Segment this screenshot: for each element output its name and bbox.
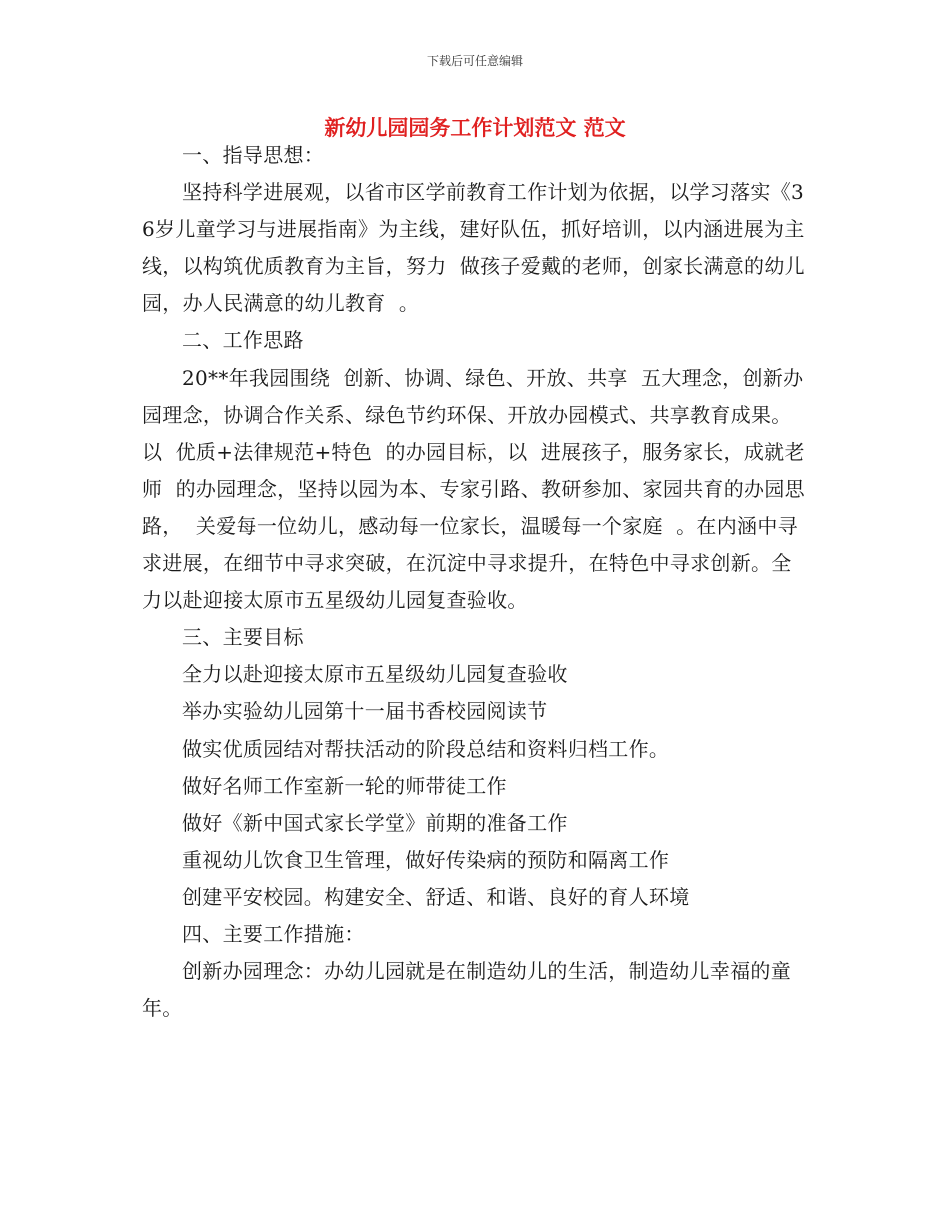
goal-item: 重视幼儿饮食卫生管理，做好传染病的预防和隔离工作 [182, 847, 670, 872]
header-note: 下载后可任意编辑 [426, 54, 523, 68]
goal-item: 做好《新中国式家长学堂》前期的准备工作 [182, 810, 568, 835]
goal-item: 做实优质园结对帮扶活动的阶段总结和资料归档工作。 [182, 736, 670, 761]
document-title: 新幼儿园园务工作计划范文 范文 [324, 115, 626, 140]
section-heading-main-measures: 四、主要工作措施： [182, 921, 365, 946]
goal-item: 创建平安校园。构建安全、舒适、和谐、良好的育人环境 [182, 884, 690, 909]
section-heading-guiding-ideology: 一、指导思想： [182, 143, 325, 167]
goal-item: 举办实验幼儿园第十一届书香校园阅读节 [182, 699, 548, 724]
goal-item: 全力以赴迎接太原市五星级幼儿园复查验收 [182, 662, 568, 687]
paragraph-guiding-ideology: 坚持科学进展观，以省市区学前教育工作计划为依据，以学习落实《3 6岁儿童学习与进展指南》为主线，建好队伍，抓好培训，以内涵进展为主线，以构筑优质教育为主旨，努力 做孩子爱戴的老师，创家长满意的幼儿园，办人民满意的幼儿教育 。 [142, 180, 811, 316]
section-heading-work-ideas: 二、工作思路 [182, 328, 304, 353]
paragraph-work-ideas: 20**年我园围绕 创新、协调、绿色、开放、共享 五大理念，创新办园理念，协调合作关系、绿色节约环保、开放办园模式、共享教育成果。以 优质+法律规范+特色 的办园目标，以 进展孩子，服务家长，成就老师 的办园理念，坚持以园为本、专家引路、教研参加、家园共育的办园思路， 关爱每一位幼儿，感动每一位家长，温暖每一个家庭 。在内涵中寻求进展，在细节中寻求突破，在沉淀中寻求提升，在特色中寻求创新。全力以赴迎接太原市五星级幼儿园复查验收。 [142, 365, 805, 613]
goal-item: 做好名师工作室新一轮的师带徒工作 [182, 773, 507, 798]
paragraph-main-measures: 创新办园理念：办幼儿园就是在制造幼儿的生活，制造幼儿幸福的童年。 [142, 959, 791, 1021]
document-body [142, 137, 811, 1027]
section-heading-main-goals: 三、主要目标 [182, 625, 304, 650]
